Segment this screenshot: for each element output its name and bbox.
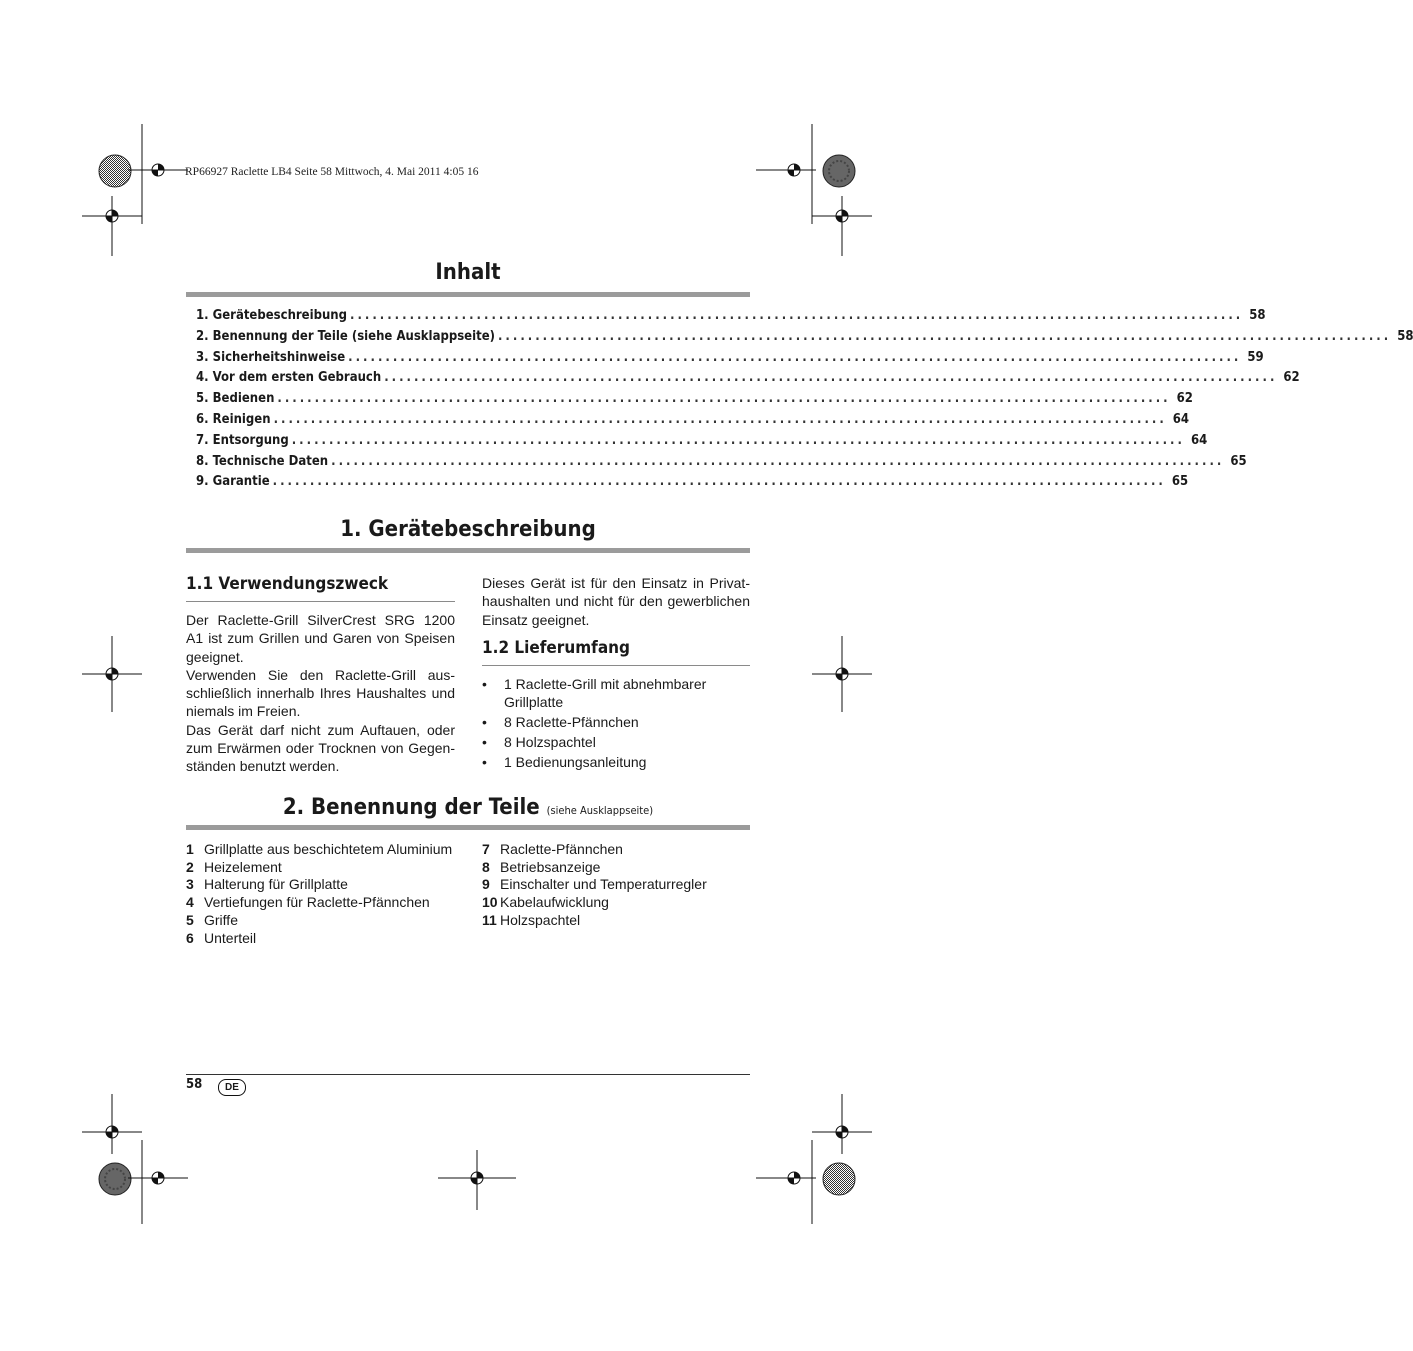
toc-leader-dots: ........................................................................................................................ (273, 411, 1167, 427)
crosshair-registration-icon (128, 1140, 188, 1224)
toc-entry-label: 3. Sicherheitshinweise (196, 349, 346, 365)
crosshair-registration-icon (812, 196, 872, 256)
parts-list-right (482, 841, 707, 930)
toc-leader-dots: ........................................................................................................................ (497, 328, 1392, 344)
sub-heading-lieferumfang: 1.2 Lieferumfang (482, 638, 630, 658)
crosshair-registration-icon (756, 124, 816, 224)
part-label: Unterteil (204, 929, 257, 946)
rosette-target-icon (98, 1162, 132, 1196)
toc-title: Inhalt (435, 260, 501, 285)
part-item (482, 876, 707, 894)
toc-leader-dots: ........................................................................................................................ (291, 432, 1185, 448)
toc-entry[interactable] (196, 474, 1189, 495)
part-number: 2 (186, 858, 194, 875)
crosshair-registration-icon (438, 1150, 516, 1210)
part-number: 8 (482, 858, 490, 875)
part-label: Betriebsanzeige (500, 858, 601, 875)
crosshair-registration-icon (82, 636, 142, 712)
toc-entry[interactable] (196, 453, 1247, 475)
part-item (186, 894, 452, 912)
list-item: • 1 Raclette-Grill mit abnehmbarer Grillplatte (482, 675, 750, 712)
toc-entry-label: 8. Technische Daten (196, 453, 329, 469)
toc-leader-dots: ........................................................................................................................ (331, 453, 1225, 469)
part-item (186, 876, 452, 894)
part-label: Vertiefungen für Raclette-Pfännchen (204, 894, 430, 911)
toc-entry-page: 58 (1249, 308, 1266, 323)
part-label: Griffe (204, 911, 238, 928)
part-label: Halterung für Grillplatte (204, 876, 348, 893)
part-number: 6 (186, 929, 194, 946)
toc-entry-label: 5. Bedienen (196, 391, 275, 407)
rosette-target-icon (822, 154, 856, 188)
toc-entry[interactable] (196, 349, 1264, 371)
toc-entry[interactable] (196, 411, 1190, 433)
list-item: • 8 Holzspachtel (482, 733, 750, 751)
part-number: 4 (186, 894, 194, 911)
toc-leader-dots: ........................................................................................................................ (277, 391, 1171, 407)
toc-entry-label: 2. Benennung der Teile (siehe Ausklappseite) (196, 328, 495, 344)
toc-leader-dots: ........................................................................................................................ (272, 474, 1166, 490)
toc-entry-page: 62 (1176, 391, 1193, 407)
toc-entry-page: 65 (1171, 474, 1189, 490)
crosshair-registration-icon (812, 1094, 872, 1154)
rosette-target-icon (822, 1162, 856, 1196)
toc-entry-label: 9. Garantie (196, 474, 270, 490)
crosshair-registration-icon (812, 636, 872, 712)
toc-entry-label: 6. Reinigen (196, 411, 271, 427)
part-item (186, 912, 452, 930)
section2-title-rule (186, 825, 750, 830)
list-item: • 1 Bedienungsanleitung (482, 753, 750, 771)
section2-title (186, 795, 750, 820)
paragraph: Verwenden Sie den Raclette-Grill aus-schließlich innerhalb Ihres Haushaltes und niemals im Freien. (186, 666, 455, 720)
verwendungszweck-text (186, 611, 455, 776)
parts-list-left (186, 841, 452, 947)
print-info-line: RP66927 Raclette LB4 Seite 58 Mittwoch, 4. Mai 2011 4:05 16 (185, 166, 479, 178)
part-number: 7 (482, 841, 490, 857)
toc-entry[interactable] (196, 370, 1300, 391)
toc-entry-label: 7. Entsorgung (196, 432, 289, 448)
toc-leader-dots: ........................................................................................................................ (348, 349, 1242, 365)
part-item (482, 912, 707, 930)
list-item: • 8 Raclette-Pfännchen (482, 713, 750, 731)
part-number: 9 (482, 876, 490, 893)
toc-entry[interactable] (196, 432, 1208, 454)
toc-entry-page: 59 (1247, 349, 1264, 365)
toc-title-rule (186, 292, 750, 297)
section1-title: 1. Gerätebeschreibung (340, 517, 596, 542)
part-item (482, 859, 707, 877)
part-number: 5 (186, 911, 194, 928)
paragraph: Der Raclette-Grill SilverCrest SRG 1200 A1 ist zum Grillen und Garen von Speisen geeignet. (186, 612, 455, 665)
sub-heading-verwendungszweck: 1.1 Verwendungszweck (186, 574, 389, 594)
part-label: Holzspachtel (500, 911, 581, 928)
part-label: Kabelaufwicklung (500, 894, 609, 911)
paragraph: Das Gerät darf nicht zum Auftauen, oder zum Erwärmen oder Trocknen von Gegen-ständen benutzt werden. (186, 721, 455, 775)
toc-entry[interactable] (196, 391, 1193, 412)
part-label: Einschalter und Temperaturregler (500, 876, 707, 893)
section1-title-rule (186, 548, 750, 553)
toc-entry-page: 58 (1397, 328, 1413, 344)
part-label: Heizelement (204, 858, 282, 875)
delivery-contents-list (482, 675, 750, 772)
toc-entry-page: 65 (1230, 453, 1247, 469)
crosshair-registration-icon (756, 1140, 816, 1224)
part-number: 10 (482, 894, 498, 911)
part-number: 1 (186, 841, 194, 857)
part-item (186, 841, 452, 859)
sub-heading-rule (482, 665, 750, 666)
part-label: Grillplatte aus beschichtetem Aluminium (204, 841, 453, 857)
section2-title-text: 2. Benennung der Teile (282, 795, 540, 820)
section2-title-note: (siehe Ausklappseite) (546, 804, 654, 817)
part-item (186, 859, 452, 877)
footer-rule (186, 1074, 750, 1075)
part-label: Raclette-Pfännchen (500, 841, 623, 857)
part-item (482, 841, 707, 859)
language-badge: DE (218, 1079, 246, 1096)
rosette-target-icon (98, 154, 132, 188)
part-number: 3 (186, 876, 194, 893)
toc-leader-dots: ........................................................................................................................ (350, 308, 1244, 323)
private-use-text (482, 574, 750, 629)
toc-leader-dots: ........................................................................................................................ (384, 370, 1278, 386)
toc-entry-page: 64 (1190, 432, 1208, 448)
page-number: 58 (186, 1077, 203, 1092)
part-item (482, 894, 707, 912)
part-number: 11 (482, 911, 497, 928)
toc-entry-page: 64 (1172, 411, 1190, 427)
part-item (186, 930, 452, 948)
table-of-contents (196, 308, 1413, 495)
toc-entry[interactable] (196, 308, 1266, 329)
toc-entry-label: 1. Gerätebeschreibung (196, 308, 348, 323)
paragraph: Dieses Gerät ist für den Einsatz in Privat-haushalten und nicht für den gewerblichen Einsatz geeignet. (482, 575, 750, 628)
crosshair-registration-icon (82, 196, 142, 256)
sub-heading-rule (186, 601, 455, 602)
toc-entry-page: 62 (1283, 370, 1300, 386)
toc-entry[interactable] (196, 328, 1413, 350)
toc-entry-label: 4. Vor dem ersten Gebrauch (196, 370, 382, 386)
